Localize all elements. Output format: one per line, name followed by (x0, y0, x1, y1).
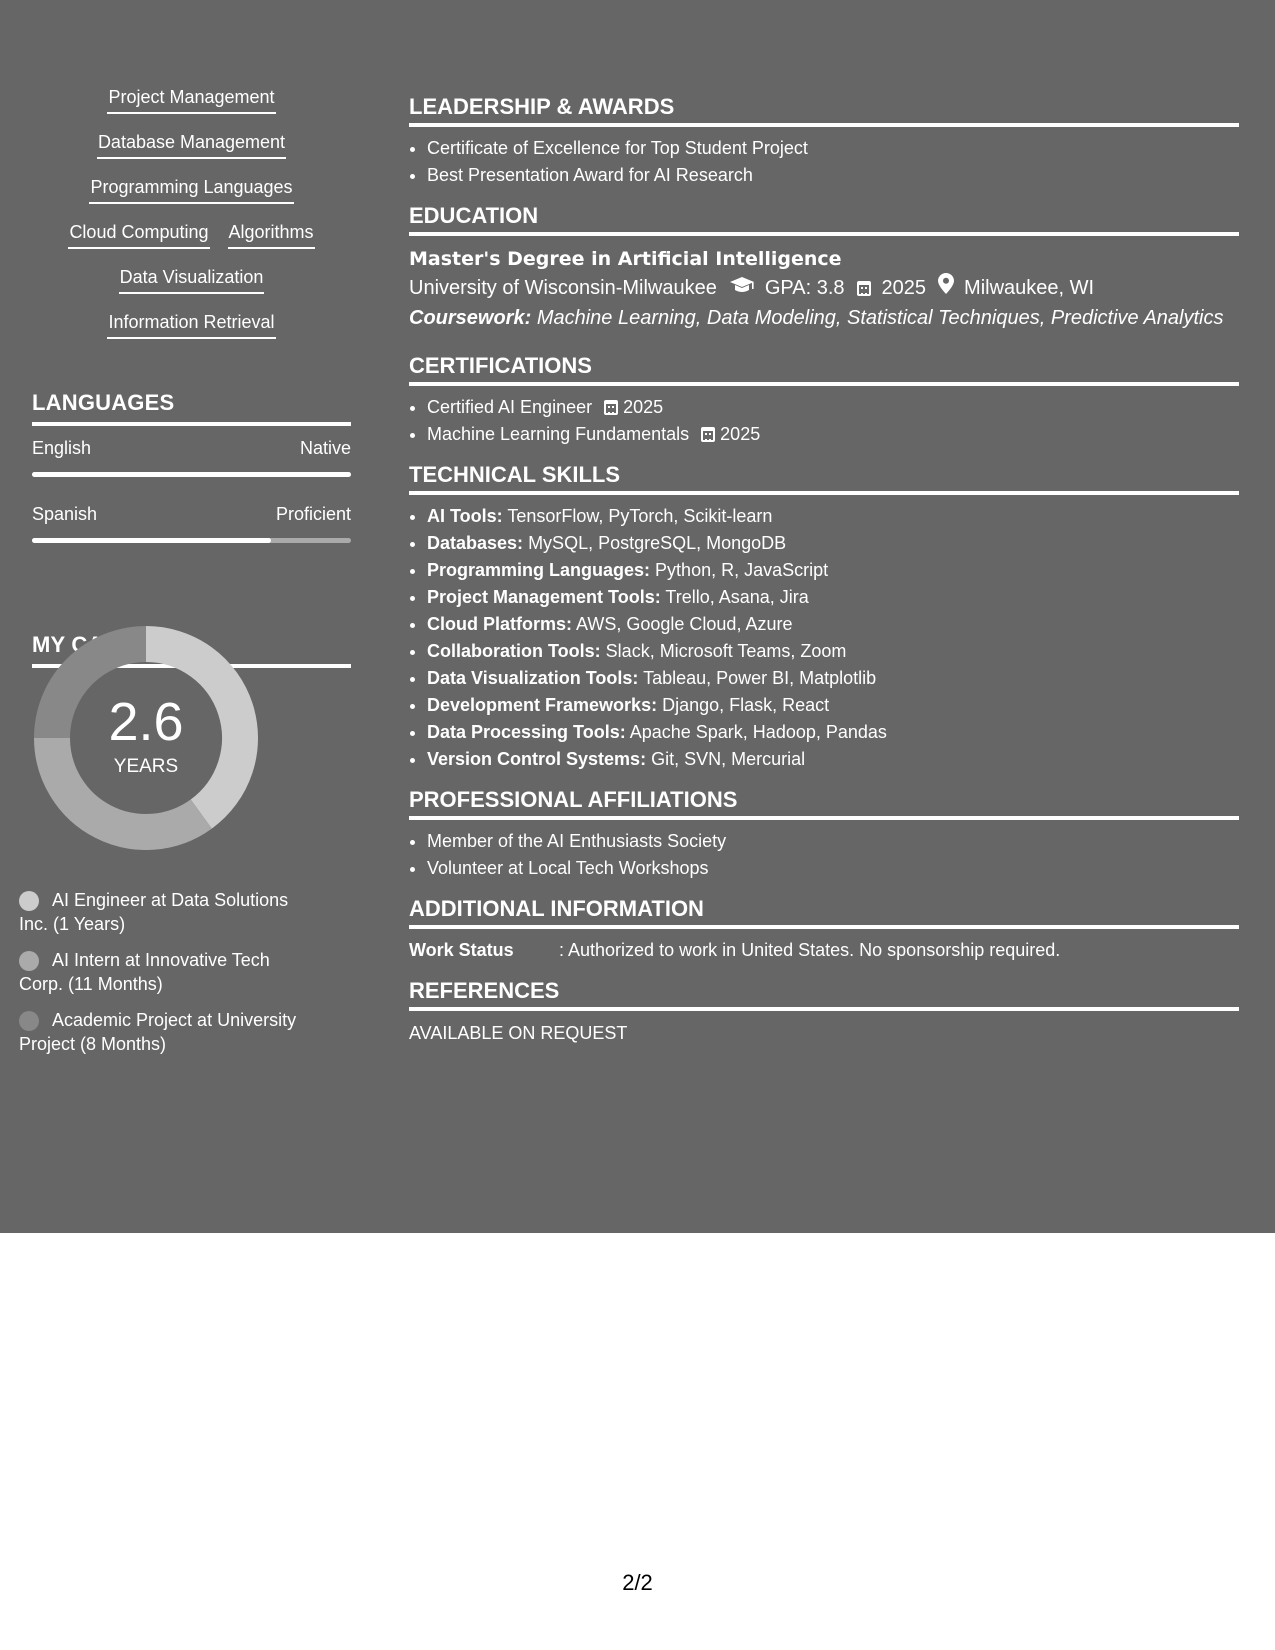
education-gpa: GPA: 3.8 (764, 277, 845, 299)
technical-skill-item (427, 638, 1239, 665)
page-number: 2/2 (622, 1570, 653, 1595)
education-location: Milwaukee, WI (964, 277, 1095, 299)
affiliation-item: • Volunteer at Local Tech Workshops (427, 855, 1239, 882)
technical-skill-label: Version Control Systems: (427, 749, 647, 769)
coursework-label: Coursework: (409, 307, 532, 329)
education-school: University of Wisconsin-Milwaukee (409, 277, 717, 299)
career-item (19, 948, 309, 996)
certification-name: Machine Learning Fundamentals (427, 424, 690, 444)
technical-skills-heading: TECHNICAL SKILLS (409, 462, 1239, 495)
skill-row (32, 174, 351, 219)
technical-skill-item (427, 584, 1239, 611)
education-degree: Master's Degree in Artificial Intelligence (409, 248, 842, 270)
technical-skill-label: Development Frameworks: (427, 695, 658, 715)
language-proficiency-fill (32, 538, 271, 543)
technical-skill-value: Apache Spark, Hadoop, Pandas (629, 722, 887, 742)
work-status-row (409, 937, 1239, 964)
affiliations-heading: PROFESSIONAL AFFILIATIONS (409, 787, 1239, 820)
language-proficiency-fill (32, 472, 351, 477)
technical-skill-item (427, 692, 1239, 719)
certifications-list (409, 394, 1239, 448)
language-level: Native (299, 438, 351, 458)
career-dot (19, 891, 39, 911)
technical-skill-item (427, 503, 1239, 530)
affiliations-section (409, 787, 1239, 882)
coursework-value: Machine Learning, Data Modeling, Statistical Techniques, Predictive Analytics (536, 307, 1224, 329)
languages-heading: LANGUAGES (32, 390, 351, 426)
technical-skill-item (427, 719, 1239, 746)
right-column (409, 94, 1239, 1058)
calendar-icon (604, 400, 618, 415)
leadership-item: • Best Presentation Award for AI Research (427, 162, 1239, 189)
technical-skill-value: TensorFlow, PyTorch, Scikit-learn (507, 506, 773, 526)
leadership-heading: LEADERSHIP & AWARDS (409, 94, 1239, 127)
technical-skill-value: Slack, Microsoft Teams, Zoom (605, 641, 847, 661)
certification-name: Certified AI Engineer (427, 397, 593, 417)
technical-skill-label: Databases: (427, 533, 524, 553)
skill-tag: Information Retrieval (107, 309, 275, 339)
technical-skill-item (427, 746, 1239, 773)
certification-year: 2025 (623, 397, 664, 417)
skill-tag: Data Visualization (119, 264, 265, 294)
language-proficiency-bar (32, 472, 351, 477)
technical-skill-value: Python, R, JavaScript (655, 560, 829, 580)
technical-skills-list (409, 503, 1239, 773)
technical-skill-label: Programming Languages: (427, 560, 651, 580)
career-item-text: AI Engineer at Data Solutions Inc. (1 Years) (19, 890, 289, 934)
graduation-cap-icon (729, 273, 755, 303)
education-heading: EDUCATION (409, 203, 1239, 236)
skill-tag: Project Management (107, 84, 275, 114)
language-item (32, 436, 351, 477)
work-status-label: Work Status (409, 940, 514, 960)
skill-tag: Programming Languages (89, 174, 293, 204)
skill-row (32, 129, 351, 174)
education-meta (409, 273, 1239, 303)
references-text: AVAILABLE ON REQUEST (409, 1023, 628, 1043)
technical-skill-label: Collaboration Tools: (427, 641, 601, 661)
language-proficiency-bar (32, 538, 351, 543)
career-dot (19, 1011, 39, 1031)
career-item-text: Academic Project at University Project (8 Months) (19, 1010, 297, 1054)
technical-skills-section (409, 462, 1239, 773)
career-donut-segment (52, 738, 201, 832)
career-heading: MY CAREER (32, 632, 351, 668)
language-row (32, 436, 351, 460)
education-coursework (409, 303, 1239, 333)
career-item-text: AI Intern at Innovative Tech Corp. (11 Months) (19, 950, 270, 994)
certification-year: 2025 (720, 424, 761, 444)
additional-info-heading: ADDITIONAL INFORMATION (409, 896, 1239, 929)
technical-skill-label: Data Visualization Tools: (427, 668, 639, 688)
skill-row (32, 84, 351, 129)
skill-row (32, 219, 351, 264)
certification-item (427, 394, 1239, 421)
references-heading: REFERENCES (409, 978, 1239, 1011)
skills-tags (32, 84, 351, 354)
technical-skill-item (427, 530, 1239, 557)
leadership-section (409, 94, 1239, 189)
career-list (19, 888, 309, 1068)
language-level: Proficient (275, 504, 351, 524)
technical-skill-item (427, 611, 1239, 638)
technical-skill-value: Tableau, Power BI, Matplotlib (643, 668, 877, 688)
technical-skill-label: Data Processing Tools: (427, 722, 626, 742)
calendar-icon (857, 281, 871, 296)
career-donut-chart (34, 626, 258, 850)
career-item (19, 888, 309, 936)
calendar-icon (701, 427, 715, 442)
career-total-years: 2.6 (108, 692, 184, 752)
skill-tag: Algorithms (228, 219, 315, 249)
education-year: 2025 (881, 277, 927, 299)
technical-skill-value: MySQL, PostgreSQL, MongoDB (528, 533, 787, 553)
education-section (409, 203, 1239, 333)
technical-skill-label: Cloud Platforms: (427, 614, 573, 634)
skill-row (32, 264, 351, 309)
leadership-item: • Certificate of Excellence for Top Student Project (427, 135, 1239, 162)
affiliations-list (409, 828, 1239, 882)
language-row (32, 502, 351, 526)
technical-skill-label: AI Tools: (427, 506, 503, 526)
affiliation-item: • Member of the AI Enthusiasts Society (427, 828, 1239, 855)
technical-skill-label: Project Management Tools: (427, 587, 661, 607)
language-item (32, 502, 351, 543)
skill-tag: Database Management (97, 129, 286, 159)
technical-skill-value: AWS, Google Cloud, Azure (576, 614, 793, 634)
technical-skill-item (427, 557, 1239, 584)
skill-tag: Cloud Computing (68, 219, 209, 249)
language-name: Spanish (32, 504, 98, 524)
career-item (19, 1008, 309, 1056)
certifications-heading: CERTIFICATIONS (409, 353, 1239, 386)
career-dot (19, 951, 39, 971)
technical-skill-item (427, 665, 1239, 692)
skill-row (32, 309, 351, 354)
work-status-value: : Authorized to work in United States. No sponsorship required. (559, 940, 1061, 960)
left-column (32, 84, 351, 657)
references-section (409, 978, 1239, 1044)
certification-item (427, 421, 1239, 448)
technical-skill-value: Git, SVN, Mercurial (651, 749, 806, 769)
career-unit: YEARS (113, 756, 179, 777)
leadership-list (409, 135, 1239, 189)
technical-skill-value: Django, Flask, React (662, 695, 830, 715)
language-name: English (32, 438, 92, 458)
location-pin-icon (938, 273, 954, 303)
additional-info-section (409, 896, 1239, 964)
certifications-section (409, 353, 1239, 448)
technical-skill-value: Trello, Asana, Jira (665, 587, 809, 607)
